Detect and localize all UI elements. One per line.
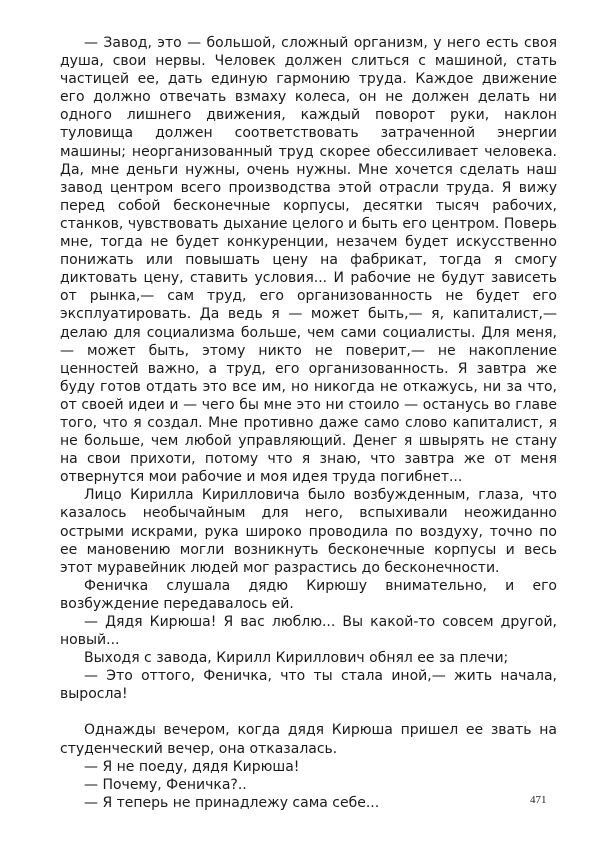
paragraph-8: — Я не поеду, дядя Кирюша! <box>84 758 300 775</box>
paragraph-10: — Я теперь не принадлежу сама себе... <box>84 794 380 811</box>
paragraph-5: Выходя с завода, Кирилл Кириллович обнял ее за плечи; <box>84 650 509 667</box>
paragraph-4: — Дядя Кирюша! Я вас люблю... Вы какой-то совсем другой, новый... <box>60 614 557 649</box>
page-number: 471 <box>530 794 547 806</box>
paragraph-2: Лицо Кирилла Кирилловича было возбужденным, глаза, что казалось необычайным для него, вспыхивали неожиданно острыми искрами, рука широко проводила по воздуху, точно по ее мановению могли возникнуть бесконечные корпусы и весь этот муравейник людей мог разрастись до бесконечности. <box>60 487 557 576</box>
paragraph-6: — Это оттого, Феничка, что ты стала иной,— жить начала, выросла! <box>60 668 557 703</box>
paragraph-3: Феничка слушала дядю Кирюшу внимательно, и его возбуждение передавалось ей. <box>60 577 557 612</box>
section-gap <box>60 703 557 721</box>
paragraph-7: Однажды вечером, когда дядя Кирюша пришел ее звать на студенческий вечер, она отказалась. <box>60 722 557 757</box>
body-text <box>60 34 557 812</box>
paragraph-9: — Почему, Феничка?.. <box>84 776 247 793</box>
paragraph-1: — Завод, это — большой, сложный организм, у него есть своя душа, свои нервы. Человек должен слиться с машиной, стать частицей ее, дать единую гармонию труда. Каждое движение его должно отвечать взмаху колеса, он не должен делать ни одного лишнего движения, каждый поворот руки, наклон туловища должен соответствовать затраченной энергии машины; неорганизованный труд скорее обессиливает человека. Да, мне деньги нужны, очень нужны. Мне хочется сделать наш завод центром всего производства этой отрасли труда. Я вижу перед собой бесконечные корпусы, десятки тысяч рабочих, станков, чувствовать дыхание целого и быть его центром. Поверь мне, тогда не будет конкуренции, незачем будет искусственно понижать или повышать цену на фабрикат, тогда я смогу диктовать цену, ставить условия... И рабочие не будут зависеть от рынка,— сам труд, его организованность не будет его эксплуатировать. Да ведь я — может быть,— я, капиталист,— делаю для социализма больше, чем сами социалисты. Для меня,— может быть, этому никто не поверит,— не накопление ценностей важно, а труд, его организованность. Я завтра же буду готов отдать это все им, но никогда не откажусь, ни за что, от своей идеи и — чего бы мне это ни стоило — останусь во главе того, что я создал. Мне противно даже само слово капиталист, я не больше, чем любой управляющий. Денег я швырять не стану на свои прихоти, потому что я знаю, что завтра же от меня отвернутся мои рабочие и моя идея труда погибнет... <box>60 35 557 486</box>
